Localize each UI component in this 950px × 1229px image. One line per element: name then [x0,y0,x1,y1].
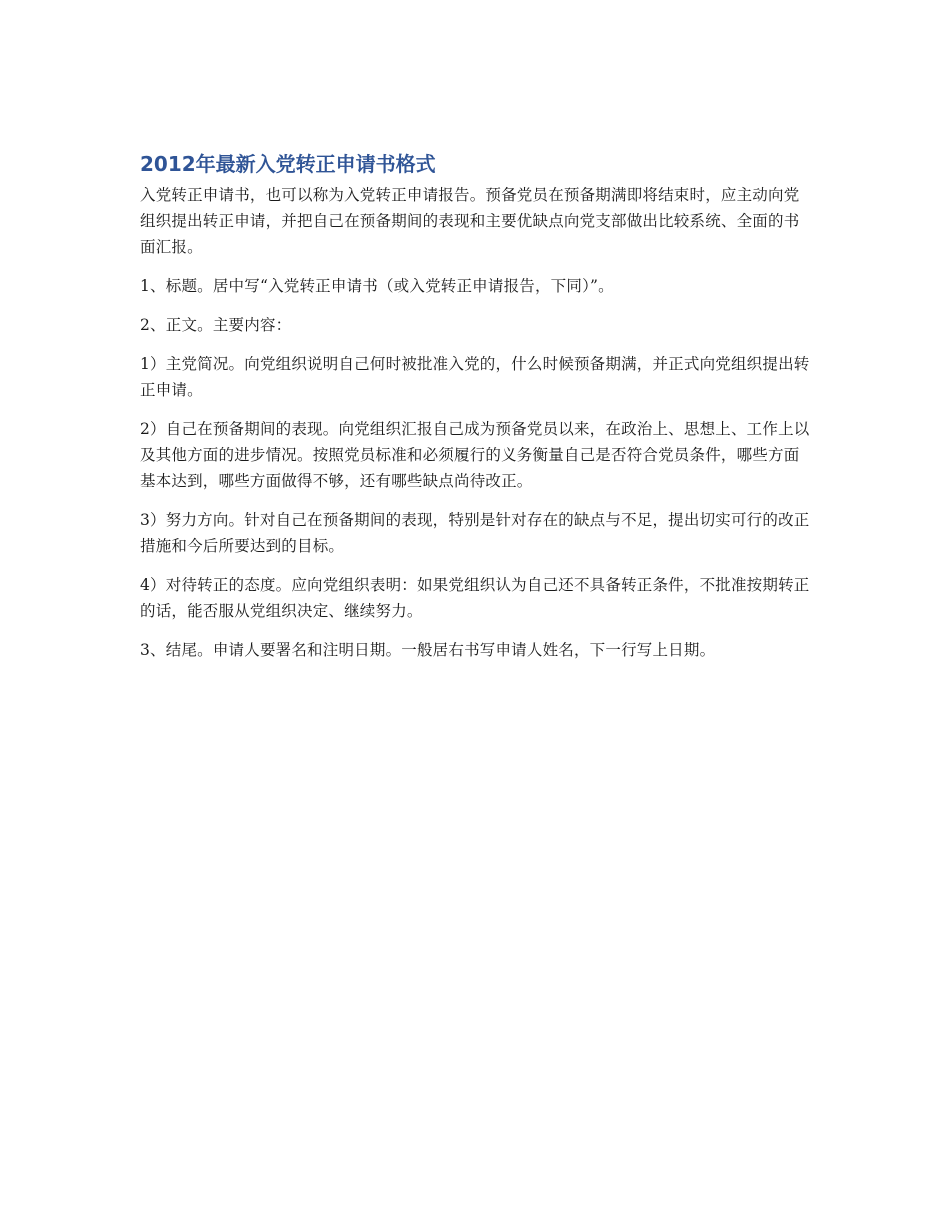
paragraph-item-2: 2）自己在预备期间的表现。向党组织汇报自己成为预备党员以来，在政治上、思想上、工作上以及其他方面的进步情况。按照党员标准和必须履行的义务衡量自己是否符合党员条件，哪些方面基本达到，哪些方面做得不够，还有哪些缺点尚待改正。 [140,420,810,490]
paragraph-ending-rule: 3、结尾。申请人要署名和注明日期。一般居右书写申请人姓名，下一行写上日期。 [140,641,716,659]
paragraph-item-3: 3）努力方向。针对自己在预备期间的表现，特别是针对存在的缺点与不足，提出切实可行的改正措施和今后所要达到的目标。 [140,511,810,555]
paragraph-intro: 入党转正申请书，也可以称为入党转正申请报告。预备党员在预备期满即将结束时，应主动向党组织提出转正申请，并把自己在预备期间的表现和主要优缺点向党支部做出比较系统、全面的书面汇报。 [140,186,800,256]
paragraph-body-heading: 2、正文。主要内容： [140,316,292,334]
paragraph-item-1: 1）主党简况。向党组织说明自己何时被批准入党的，什么时候预备期满，并正式向党组织提出转正申请。 [140,355,810,399]
document-body [140,150,810,676]
document-title: 2012年最新入党转正申请书格式 [140,152,436,176]
paragraph-title-rule: 1、标题。居中写“入党转正申请书（或入党转正申请报告，下同）”。 [140,277,614,295]
paragraph-item-4: 4）对待转正的态度。应向党组织表明：如果党组织认为自己还不具备转正条件，不批准按期转正的话，能否服从党组织决定、继续努力。 [140,576,810,620]
